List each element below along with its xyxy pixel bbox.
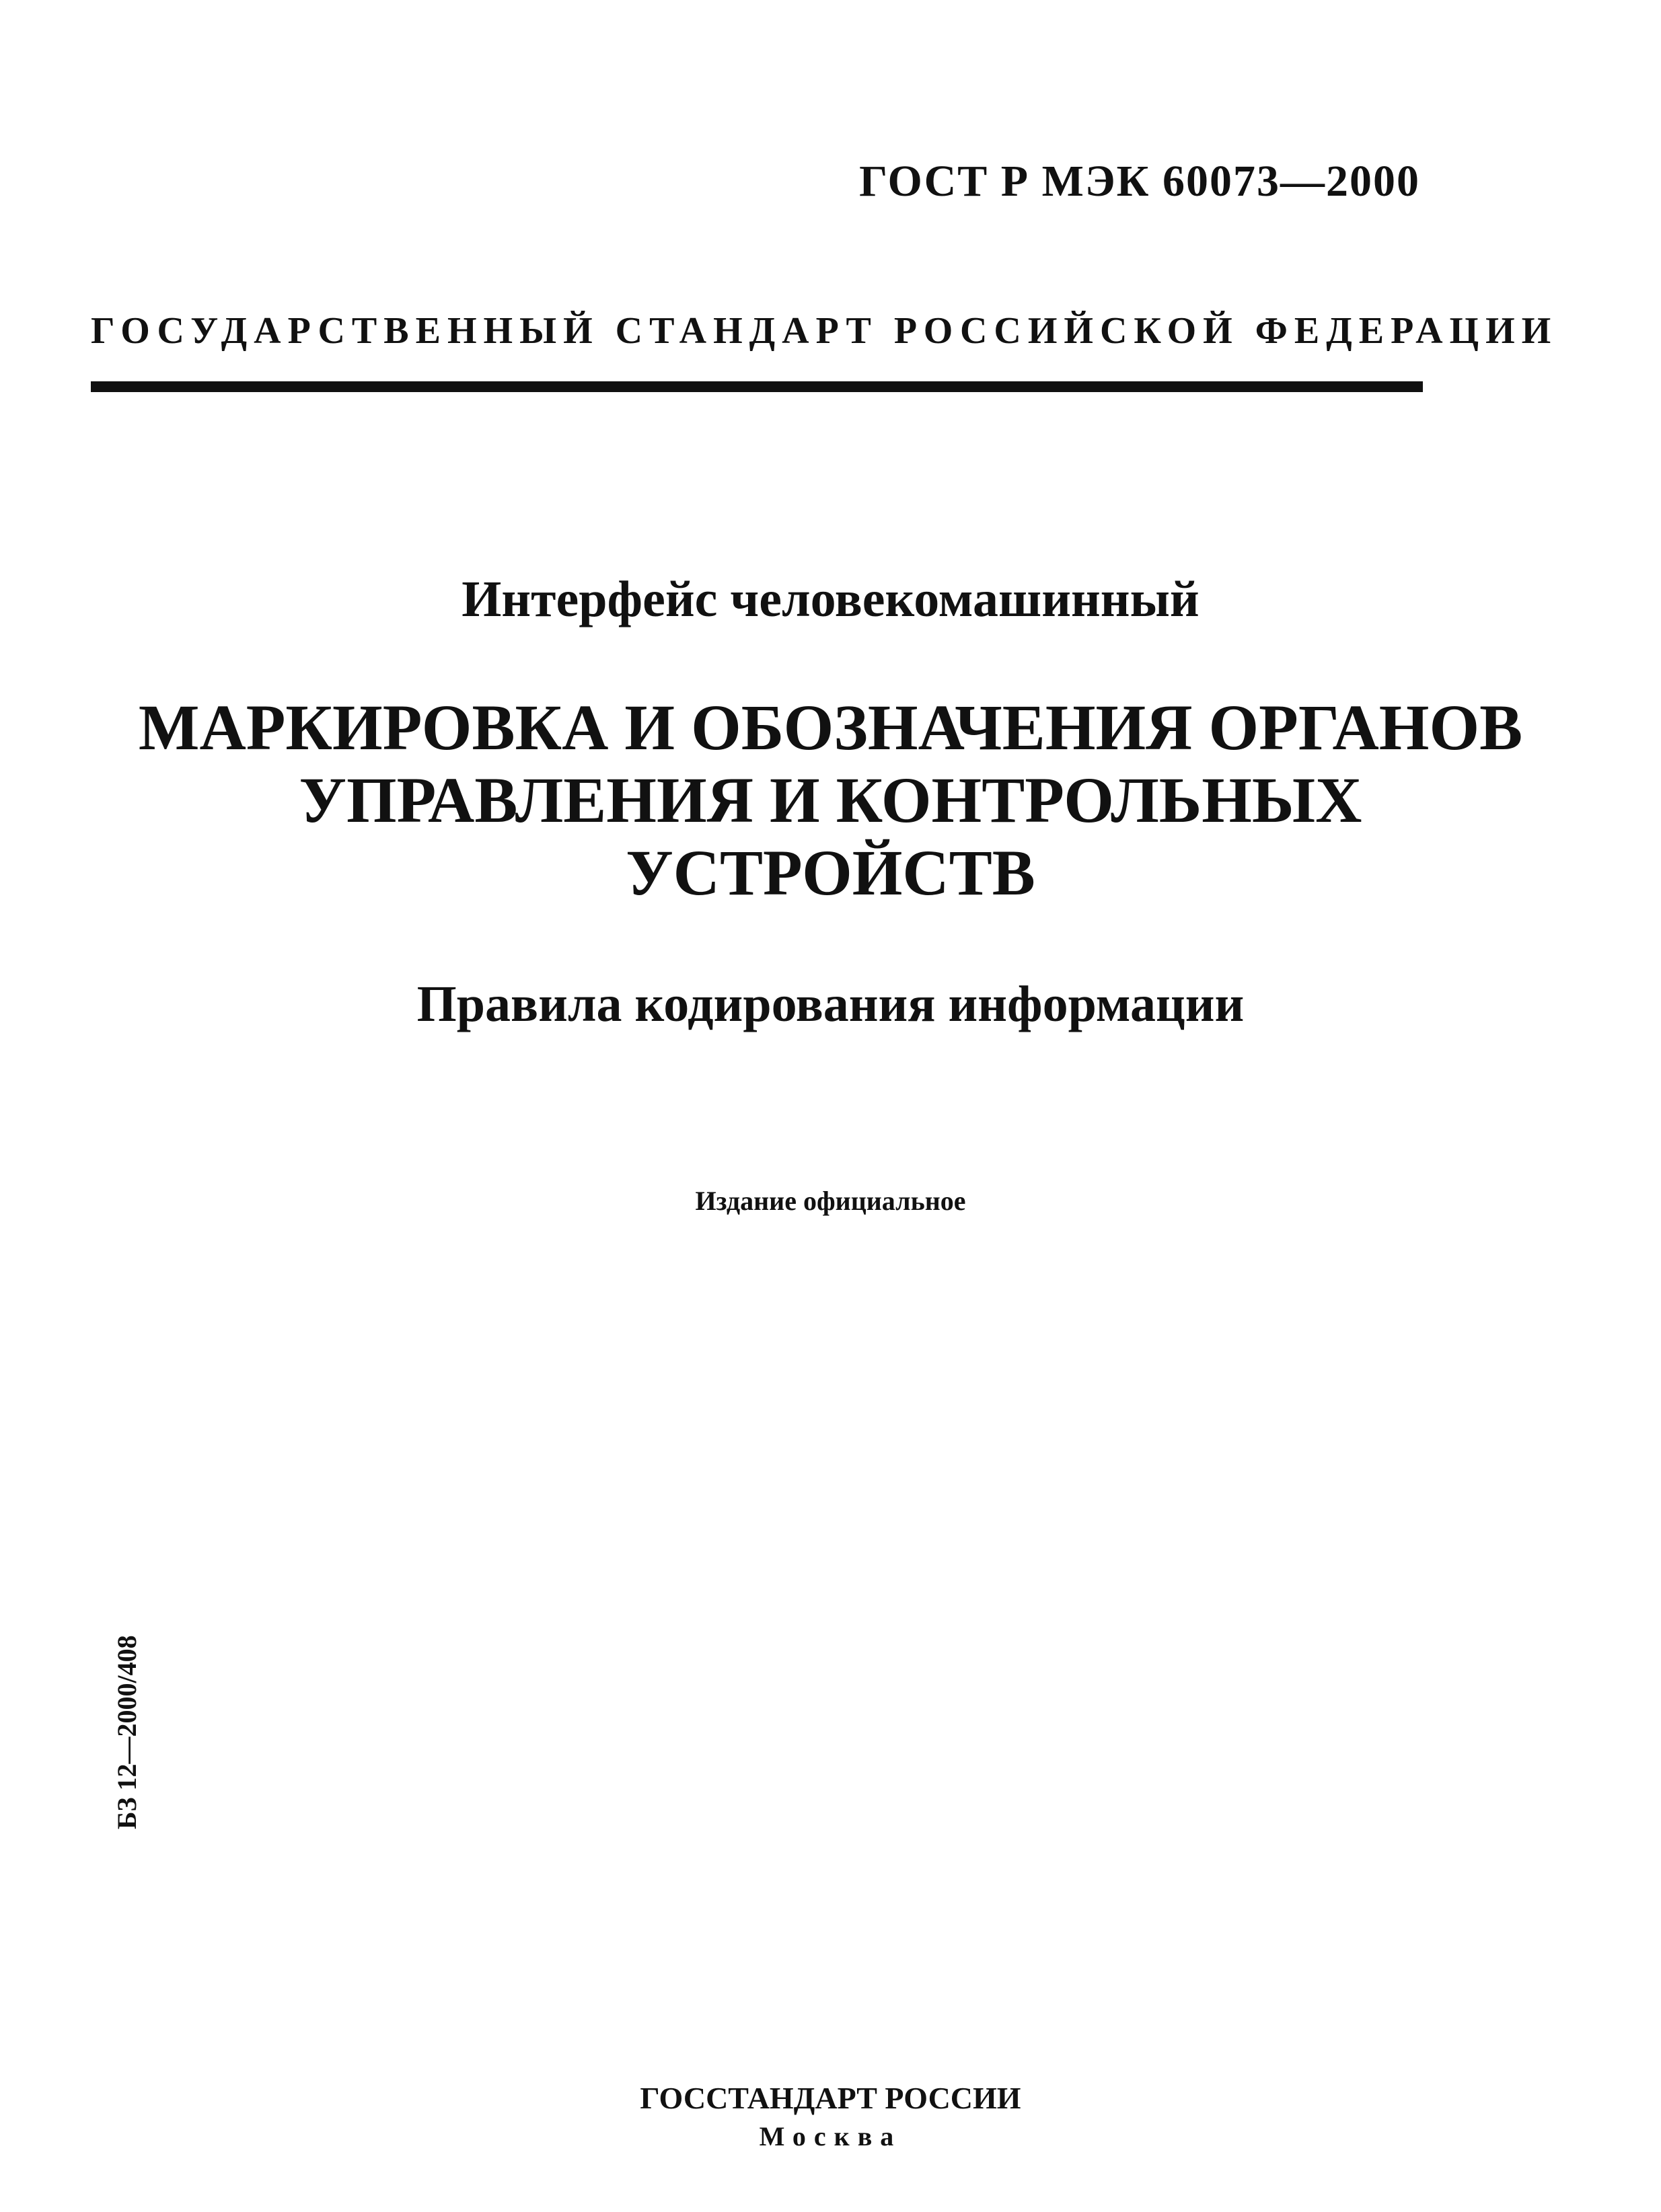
header-divider — [91, 381, 1423, 392]
main-title-line: МАРКИРОВКА И ОБОЗНАЧЕНИЯ ОРГАНОВ — [138, 691, 1523, 763]
publisher: ГОССТАНДАРТ РОССИИ — [640, 2081, 1021, 2115]
title-prefix: Интерфейс человекомашинный — [462, 571, 1199, 627]
edition-note: Издание официальное — [695, 1186, 966, 1216]
document-number: ГОСТ Р МЭК 60073—2000 — [859, 157, 1420, 206]
main-title-line: УПРАВЛЕНИЯ И КОНТРОЛЬНЫХ — [299, 764, 1362, 836]
main-title — [0, 691, 1661, 909]
subtitle: Правила кодирования информации — [416, 976, 1245, 1032]
main-title-line: УСТРОЙСТВ — [626, 837, 1035, 909]
standard-category: ГОСУДАРСТВЕННЫЙ СТАНДАРТ РОССИЙСКОЙ ФЕДЕРАЦИИ — [91, 310, 1558, 352]
side-code — [112, 1635, 145, 1856]
side-code-text: БЗ 12—2000/408 — [112, 1635, 142, 1829]
publication-city: Москва — [759, 2121, 902, 2151]
